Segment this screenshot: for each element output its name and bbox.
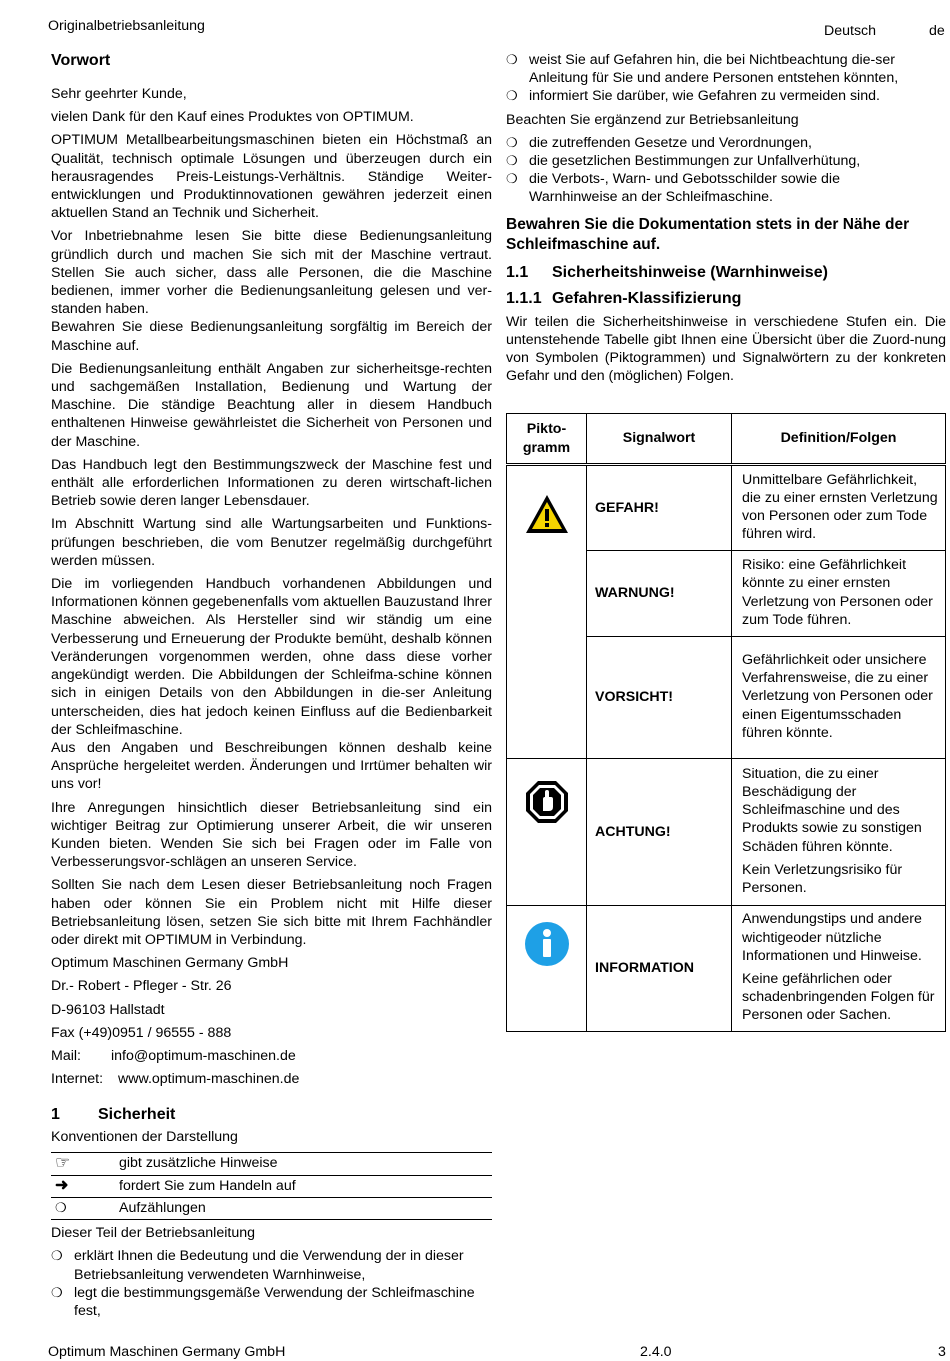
bullet-circle-icon: ❍	[506, 52, 518, 67]
internet-link[interactable]: www.optimum-maschinen.de	[118, 1071, 300, 1088]
footer-version: 2.4.0	[640, 1344, 672, 1360]
bullet-circle-icon: ❍	[51, 1197, 119, 1219]
company-street: Dr.- Robert - Pfleger - Str. 26	[51, 978, 232, 995]
footer-company: Optimum Maschinen Germany GmbH	[48, 1344, 286, 1360]
column-header-pictogram: Pikto-gramm	[507, 414, 587, 465]
list-item: ❍ informiert Sie darüber, wie Gefahren zu vermeiden sind.	[506, 88, 880, 105]
classification-intro: Wir teilen die Sicherheitshinweise in verschiedene Stufen ein. Die untenstehende Tabelle gibt Ihnen eine Übersicht über die Zuord-nung von Symbolen (Piktogrammen) und Signalwörtern zu der konkreten Gefahr und den (möglichen) Folgen.	[506, 313, 946, 385]
quality-paragraph: OPTIMUM Metallbearbeitungsmaschinen bieten ein Höchstmaß an Qualität, technisch optimale Lösungen und überzeugen durch ein herausragendes Preis-Leistungs-Verhältnis. Ständige Weiter-entwicklungen und Produktinnovationen gewähren jederzeit einen aktuellen Stand an Technik und Sicherheit.	[51, 132, 492, 222]
stop-hand-icon	[507, 759, 587, 906]
list-item: ❍ die Verbots-, Warn- und Gebotsschilder sowie die Warnhinweise an der Schleifmaschine.	[506, 171, 840, 206]
greeting: Sehr geehrter Kunde,	[51, 86, 187, 102]
company-name: Optimum Maschinen Germany GmbH	[51, 955, 289, 972]
bullet-circle-icon: ❍	[506, 171, 518, 187]
section-1-1-heading: 1.1 Sicherheitshinweise (Warnhinweise)	[506, 263, 828, 281]
company-city: D-96103 Hallstadt	[51, 1001, 165, 1018]
conventions-label: Konventionen der Darstellung	[51, 1129, 238, 1146]
bullet-circle-icon: ❍	[506, 88, 518, 104]
table-row	[507, 759, 946, 906]
table-row	[51, 1152, 492, 1175]
safety-number: 1	[51, 1106, 60, 1124]
foreword-title: Vorwort	[51, 52, 111, 69]
table-row	[507, 906, 946, 1032]
definition-cell: Situation, die zu einer Beschädigung der Schleifmaschine und des Produkts sowie zu sonstigen Schäden führen könnte. Kein Verletzungsrisiko für Personen.	[732, 759, 946, 906]
table-header-row	[507, 414, 946, 465]
table-row	[51, 1197, 492, 1219]
manual-part-label: Dieser Teil der Betriebsanleitung	[51, 1225, 255, 1242]
footer-page-number: 3	[938, 1344, 946, 1360]
bullet-circle-icon: ❍	[506, 153, 518, 169]
conventions-table	[51, 1152, 492, 1221]
column-header-definition: Definition/Folgen	[732, 414, 946, 465]
warning-triangle-icon	[507, 465, 587, 759]
signal-word: WARNUNG!	[587, 551, 732, 637]
table-row	[507, 465, 946, 551]
company-internet-line	[51, 1070, 492, 1088]
thanks-paragraph: vielen Dank für den Kauf eines Produktes von OPTIMUM.	[51, 109, 414, 126]
maintenance-paragraph: Im Abschnitt Wartung sind alle Wartungsarbeiten und Funktions-prüfungen beschrieben, die vom Benutzer regelmäßig durchgeführt werden müssen.	[51, 516, 492, 569]
column-header-signal-word: Signalwort	[587, 414, 732, 465]
list-item: ❍ die gesetzlichen Bestimmungen zur Unfallverhütung,	[506, 153, 861, 170]
safety-heading	[51, 1105, 492, 1125]
definition-cell: Gefährlichkeit oder unsichere Verfahrensweise, die zu einer Verletzung von Personen oder einen Eigentumsschaden führen könnte.	[732, 637, 946, 759]
hazard-classification-table	[506, 413, 946, 1032]
bullet-circle-icon: ❍	[506, 134, 518, 150]
header-doc-type: Originalbetriebsanleitung	[48, 18, 205, 34]
right-column	[506, 51, 946, 385]
definition-cell: Anwendungstips und andere wichtigeoder nützliche Informationen und Hinweise. Keine gefährlichen oder schadenbringenden Folgen für Personen oder Sachen.	[732, 906, 946, 1032]
foreword-section	[51, 51, 492, 1320]
definition-cell: Risiko: eine Gefährlichkeit könnte zu einer ernsten Verletzung von Personen oder zum Tode führen.	[732, 551, 946, 637]
company-mail-line	[51, 1047, 492, 1065]
internet-label: Internet:	[51, 1071, 104, 1088]
information-icon	[507, 906, 587, 1032]
keep-manual-paragraph: Bewahren Sie diese Bedienungsanleitung sorgfältig im Bereich der Maschine auf.	[51, 319, 492, 354]
list-item: ❍ die zutreffenden Gesetze und Verordnungen,	[506, 134, 812, 151]
header-language-code: de	[929, 23, 945, 39]
signal-word: ACHTUNG!	[587, 759, 732, 906]
arrow-right-icon: ➜	[51, 1175, 119, 1197]
signal-word: VORSICHT!	[587, 637, 732, 759]
definition-cell: Unmittelbare Gefährlichkeit, die zu einer ernsten Verletzung von Personen oder zum Tode führen wird.	[732, 465, 946, 551]
also-observe-label: Beachten Sie ergänzend zur Betriebsanleitung	[506, 111, 799, 128]
claims-paragraph: Aus den Angaben und Beschreibungen können deshalb keine Ansprüche hergeleitet werden. Änderungen und Irrtümer behalten wir uns vor!	[51, 739, 492, 793]
convention-text: Aufzählungen	[119, 1197, 492, 1219]
table-row	[51, 1175, 492, 1197]
bullet-circle-icon: ❍	[51, 1284, 63, 1300]
signal-word: GEFAHR!	[587, 465, 732, 551]
purpose-paragraph: Das Handbuch legt den Bestimmungszweck der Maschine fest und enthält alle erforderlichen Informationen zu deren wirtschaft-lichen Betrieb sowie deren langer Lebensdauer.	[51, 456, 492, 510]
illustrations-paragraph: Die im vorliegenden Handbuch vorhandenen Abbildungen und Informationen können gegebenenfalls vom aktuellen Bauzustand Ihrer Maschine abweichen. Als Hersteller sind wir ständig um eine Verbesserung und Erneuerung der Produkte bemüht, deshalb können Veränderungen vorgenommen werden, ohne dass diese vorher angekündigt werden. Die Abbildungen der Schleifma-schine können sich in einigen Details von den Abbildungen in die-ser Anleitung unterscheiden, dies hat jedoch keinen Einfluss auf die Bedienbarkeit der Schleifmaschine.	[51, 576, 492, 738]
section-1-1-1-heading: 1.1.1 Gefahren-Klassifizierung	[506, 289, 742, 307]
mail-label: Mail:	[51, 1047, 81, 1064]
pointing-hand-icon: ☞	[51, 1152, 119, 1175]
contents-paragraph: Die Bedienungsanleitung enthält Angaben zur sicherheitsge-rechten und sachgemäßen Installation, Bedienung und Wartung der Maschine. Die ständige Beachtung aller in diesem Handbuch enthaltenen Hinweise gewährleistet die Sicherheit von Personen und der Maschine.	[51, 360, 492, 450]
mail-link[interactable]: info@optimum-maschinen.de	[111, 1047, 296, 1064]
header-language: Deutsch	[824, 23, 877, 39]
list-item: ❍ erklärt Ihnen die Bedeutung und die Verwendung der in dieser Betriebsanleitung verwendeten Warnhinweise,	[51, 1248, 464, 1283]
company-fax: Fax (+49)0951 / 96555 - 888	[51, 1024, 232, 1041]
list-item: ❍ legt die bestimmungsgemäße Verwendung der Schleifmaschine fest,	[51, 1284, 475, 1319]
questions-paragraph: Sollten Sie nach dem Lesen dieser Betriebsanleitung noch Fragen haben oder können Sie ein Problem nicht mit Hilfe dieser Betriebsanleitung lösen, setzen Sie sich bitte mit Ihrem Fachhändler oder direkt mit OPTIMUM in Verbindung.	[51, 877, 492, 948]
convention-text: fordert Sie zum Handeln auf	[119, 1175, 492, 1197]
list-item: ❍ weist Sie auf Gefahren hin, die bei Nichtbeachtung die-ser Anleitung für Sie und andere Personen entstehen könnten,	[506, 52, 899, 87]
signal-word: INFORMATION	[587, 906, 732, 1032]
convention-text: gibt zusätzliche Hinweise	[119, 1152, 492, 1175]
feedback-paragraph: Ihre Anregungen hinsichtlich dieser Betriebsanleitung sind ein wichtiger Beitrag zur Optimierung unserer Arbeit, die wir unseren Kunden bieten. Wenden Sie sich bei Fragen oder im Falle von Verbesserungsvor-schlägen an unseren Service.	[51, 799, 492, 871]
read-manual-paragraph: Vor Inbetriebnahme lesen Sie bitte diese Bedienungsanleitung gründlich durch und machen Sie sich mit der Maschine vertraut. Stellen Sie auch sicher, dass alle Personen, die die Maschine bedienen, immer vorher die Bedienungsanleitung gelesen und ver-standen haben.	[51, 228, 492, 318]
safety-title: Sicherheit	[98, 1106, 176, 1124]
bullet-circle-icon: ❍	[51, 1248, 63, 1264]
keep-docs-note: Bewahren Sie die Dokumentation stets in der Nähe der Schleifmaschine auf.	[506, 215, 910, 253]
